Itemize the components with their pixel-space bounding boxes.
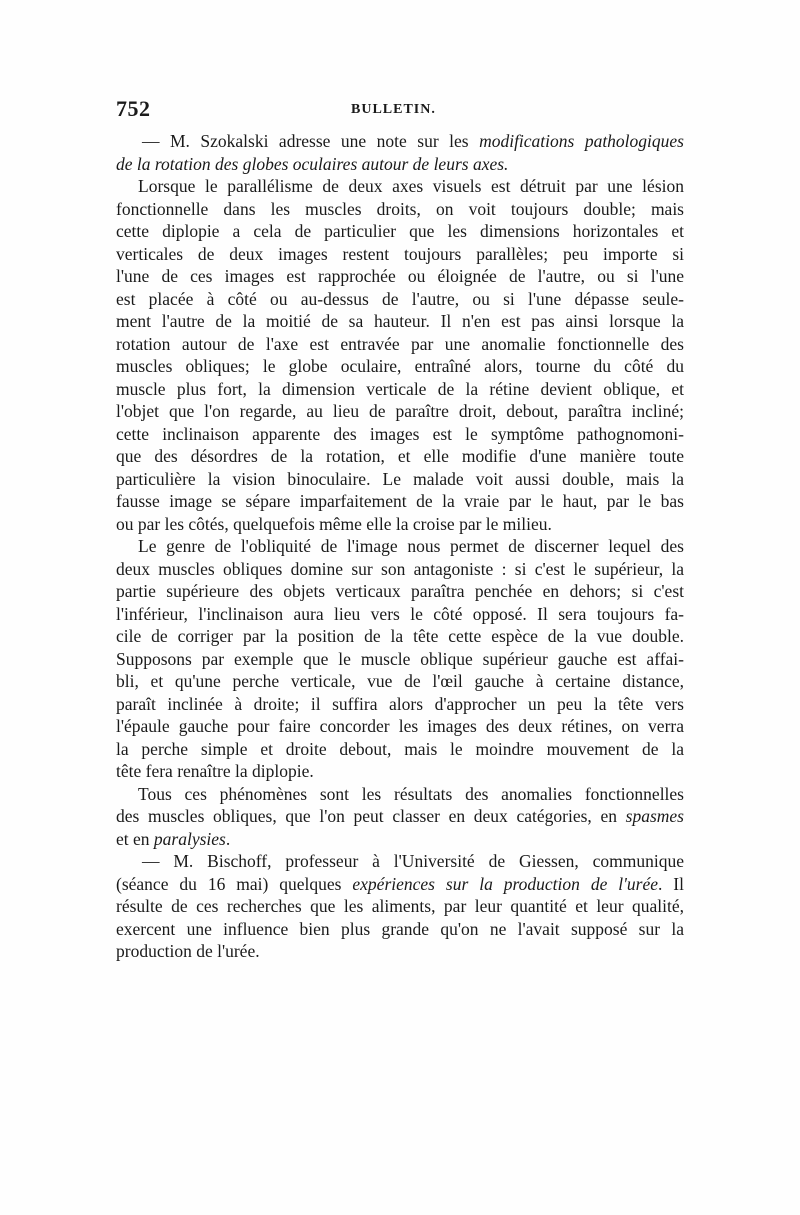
text-segment: l'épaule gauche pour faire concorder les images des deux rétines, on verra [116,716,684,736]
text-segment: paraît inclinée à droite; il suffira alors d'approcher un peu la tête vers [116,693,684,714]
italic-segment: spasmes [625,806,684,826]
text-segment: verticales de deux images restent toujours parallèles; peu importe si [116,243,684,264]
running-title: BULLETIN. [351,102,436,117]
text-line [116,220,684,243]
text-line [116,490,684,513]
text-segment: Tous ces phénomènes sont les résultats des anomalies fonctionnelles [138,783,684,804]
body-text [116,130,684,963]
text-segment: bli, et qu'une perche verticale, vue de l'œil gauche à certaine distance, [116,671,684,691]
text-line [116,445,684,468]
text-segment: . [225,828,231,849]
text-line [116,333,684,356]
text-segment: cile de corriger par la position de la tête cette espèce de la vue double. [116,626,684,646]
italic-segment: expériences sur la production de l'urée [352,873,658,894]
text-line [116,153,684,176]
text-line [116,243,684,266]
text-line [116,715,684,738]
text-line [116,760,684,783]
text-line [116,265,684,288]
text-segment: que des désordres de la rotation, et elle modifie d'une manière toute [116,446,684,466]
text-line [116,603,684,626]
text-line [116,895,684,918]
text-line [116,693,684,716]
text-line [116,648,684,671]
text-segment: l'objet que l'on regarde, au lieu de paraître droit, debout, paraîtra incliné; [116,401,684,421]
text-segment: muscle plus fort, la dimension verticale de la rétine devient oblique, et [116,378,684,399]
text-line [116,940,684,963]
text-segment: Lorsque le parallélisme de deux axes visuels est détruit par une lésion [138,176,684,196]
text-segment: . Il [657,873,684,894]
text-line [116,805,684,828]
text-line [116,198,684,221]
text-segment: Le genre de l'obliquité de l'image nous permet de discerner lequel des [138,536,684,556]
text-segment: muscles obliques; le globe oculaire, entraîné alors, tourne du côté du [116,356,684,376]
italic-segment: paralysies [153,828,226,849]
text-segment: l'une de ces images est rapprochée ou éloignée de l'autre, ou si l'une [116,266,684,286]
text-segment: exercent une influence bien plus grande qu'on ne l'avait supposé sur la [116,918,684,939]
text-segment: Supposons par exemple que le muscle oblique supérieur gauche est affai- [116,648,684,669]
text-line [116,400,684,423]
text-segment: est placée à côté ou au-dessus de l'autre, ou si l'une dépasse seule- [116,288,684,309]
paragraph [116,783,684,851]
text-line [116,513,684,536]
text-segment: la perche simple et droite debout, mais le moindre mouvement de la [116,738,684,759]
text-line [116,355,684,378]
text-segment: — M. Bischoff, professeur à l'Université de Giessen, communique [142,851,684,871]
text-segment: ment l'autre de la moitié de sa hauteur. Il n'en est pas ainsi lorsque la [116,311,684,331]
text-line [116,850,684,873]
text-line [116,828,684,851]
text-segment: l'inférieur, l'inclinaison aura lieu vers le côté opposé. Il sera toujours fa- [116,603,684,624]
text-line [116,378,684,401]
paragraph [116,535,684,783]
text-line [116,783,684,806]
text-segment: partie supérieure des objets verticaux paraîtra penchée en dehors; si c'est [116,581,684,601]
text-line [116,873,684,896]
page-number: 752 [116,96,151,121]
text-segment: particulière la vision binoculaire. Le malade voit aussi double, mais la [116,468,684,489]
text-line [116,288,684,311]
italic-segment: de la rotation des globes oculaires autour de leurs axes. [116,153,509,174]
text-line [116,580,684,603]
text-segment: cette diplopie a cela de particulier que les dimensions horizontales et [116,221,684,241]
text-segment: (séance du 16 mai) quelques [116,873,353,894]
text-line [116,310,684,333]
text-segment: fonctionnelle dans les muscles droits, on voit toujours double; mais [116,198,684,219]
text-line [116,535,684,558]
paragraph [116,850,684,963]
text-line [116,918,684,941]
text-segment: fausse image se sépare imparfaitement de la vraie par le haut, par le bas [116,491,684,511]
text-line [116,423,684,446]
italic-segment: modifications pathologiques [479,131,684,151]
text-line [116,130,684,153]
text-line [116,670,684,693]
paragraph [116,130,684,175]
paragraph [116,175,684,535]
text-segment: ou par les côtés, quelquefois même elle la croise par le milieu. [116,513,552,534]
text-segment: deux muscles obliques domine sur son antagoniste : si c'est le supérieur, la [116,558,684,579]
text-segment: cette inclinaison apparente des images est le symptôme pathognomoni- [116,423,684,444]
text-line [116,175,684,198]
text-segment: — M. Szokalski adresse une note sur les [142,131,480,151]
text-line [116,625,684,648]
text-segment: production de l'urée. [116,941,260,961]
page-header [116,96,686,126]
text-line [116,468,684,491]
text-segment: résulte de ces recherches que les aliments, par leur quantité et leur qualité, [116,896,684,916]
text-segment: et en [116,828,154,849]
text-segment: des muscles obliques, que l'on peut classer en deux catégories, en [116,806,626,826]
text-segment: rotation autour de l'axe est entravée par une anomalie fonctionnelle des [116,333,684,354]
text-line [116,558,684,581]
text-line [116,738,684,761]
text-segment: tête fera renaître la diplopie. [116,761,314,781]
